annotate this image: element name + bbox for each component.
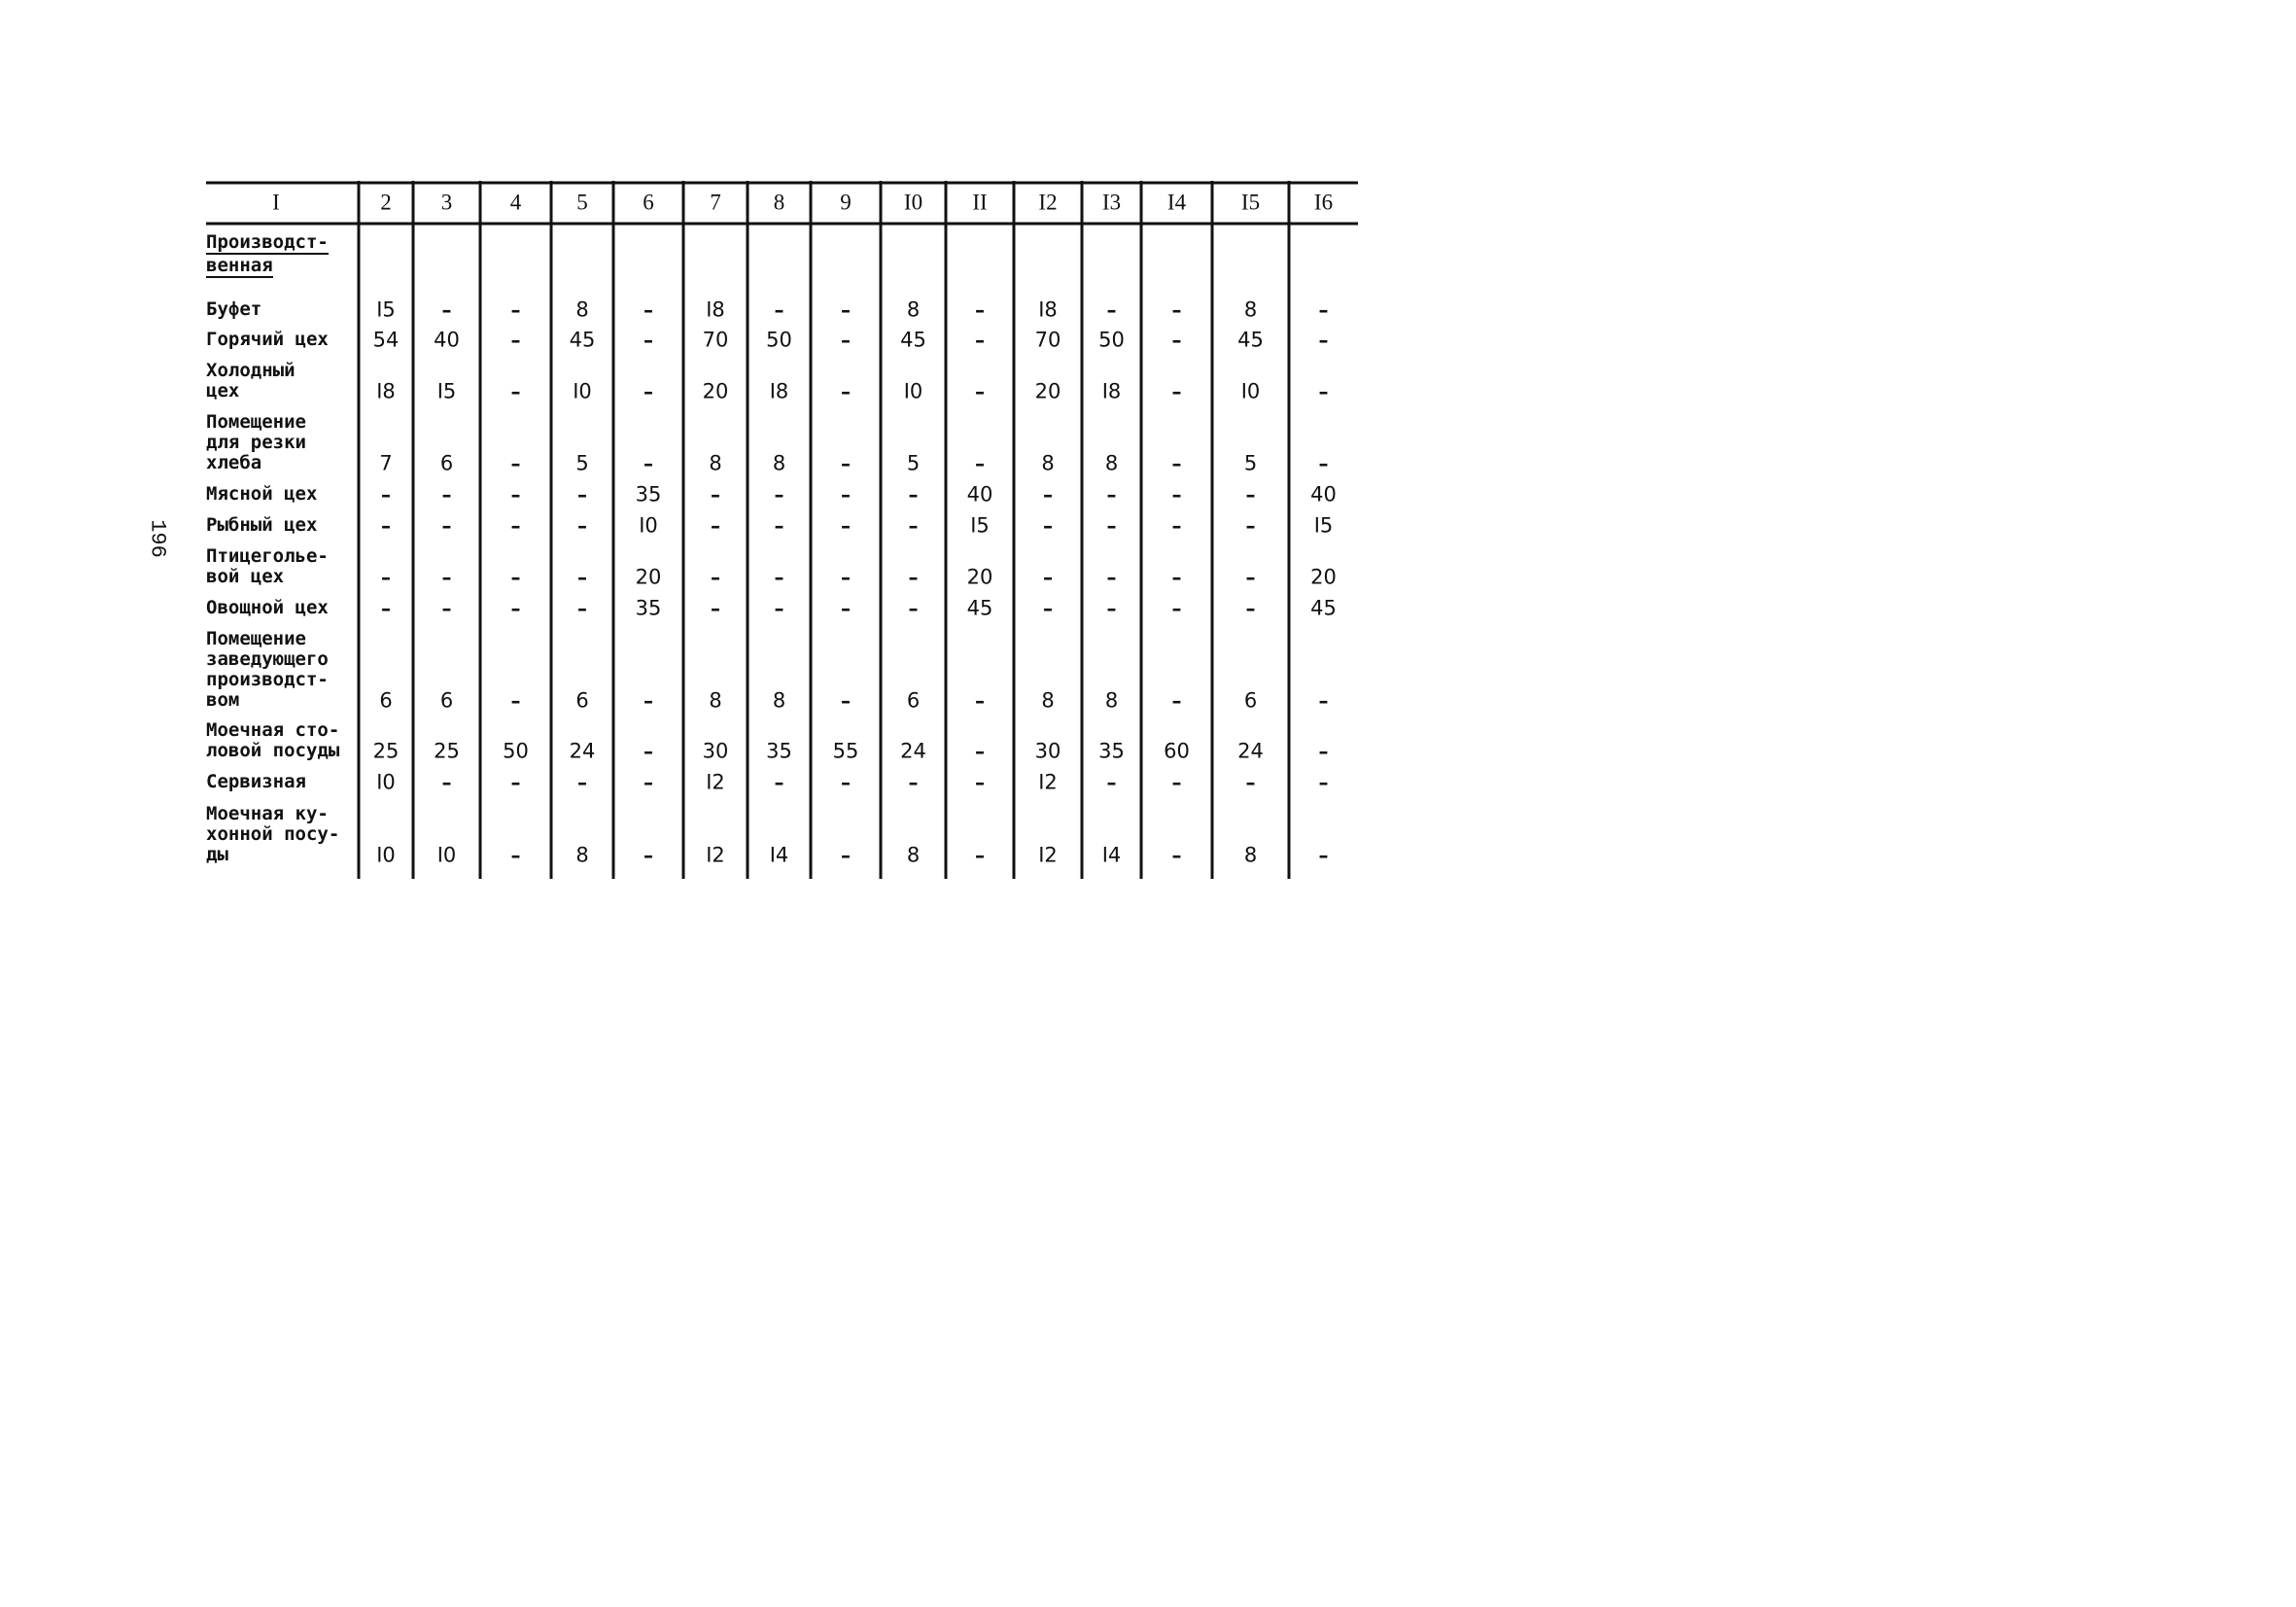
row-label: Горячий цех	[206, 329, 329, 350]
table-cell: –	[774, 566, 784, 589]
table-cell: –	[577, 771, 587, 794]
table-cell: 8	[709, 688, 722, 713]
table-cell: 50	[766, 328, 792, 352]
table-cell: –	[975, 329, 985, 352]
table-cell: –	[841, 689, 851, 713]
table-cell: –	[1318, 298, 1329, 322]
table-cell: –	[441, 597, 452, 620]
column-header: 7	[710, 190, 721, 215]
data-table	[206, 181, 1358, 879]
table-cell: I8	[706, 297, 725, 322]
table-cell: 6	[379, 688, 393, 713]
table-cell: –	[1318, 380, 1329, 403]
table-cell: –	[510, 298, 521, 322]
row-label: Помещение	[206, 628, 306, 649]
table-cell: –	[711, 483, 720, 507]
table-cell: –	[711, 566, 720, 589]
table-cell: –	[644, 844, 653, 867]
table-cell: I8	[376, 379, 396, 403]
table-cell: –	[1171, 298, 1182, 322]
column-header: I6	[1313, 190, 1334, 215]
table-cell: –	[577, 597, 587, 620]
table-cell: –	[1245, 514, 1256, 538]
table-cell: I2	[1038, 843, 1058, 867]
table-cell: –	[577, 483, 587, 507]
table-cell: 8	[772, 688, 786, 713]
page-number: 196	[145, 519, 170, 558]
column-header: 4	[509, 190, 522, 215]
table-cell: –	[577, 566, 587, 589]
table-cell: 45	[1237, 328, 1264, 352]
table-cell: 8	[1243, 843, 1258, 867]
table-cell: –	[577, 514, 587, 538]
table-cell: –	[1106, 514, 1117, 538]
table-cell: I0	[436, 843, 457, 867]
row-label: хонной посу-	[206, 823, 340, 845]
column-header: I2	[1038, 190, 1058, 215]
table-cell: 35	[1098, 739, 1125, 763]
row-label: Овощной цех	[206, 597, 329, 618]
table-cell: –	[711, 514, 720, 538]
table-cell: –	[1245, 771, 1256, 794]
column-header: 2	[380, 190, 392, 215]
table-cell: 5	[1243, 451, 1258, 475]
table-cell: –	[1318, 844, 1329, 867]
table-cell: –	[1171, 771, 1182, 794]
section-title: венная	[206, 255, 273, 276]
table-cell: 25	[434, 739, 460, 763]
row-label: для резки	[206, 432, 306, 453]
table-cell: 45	[900, 328, 926, 352]
table-cell: 8	[1104, 688, 1119, 713]
table-cell: –	[774, 514, 784, 538]
table-cell: –	[975, 689, 985, 713]
table-cell: 5	[575, 451, 589, 475]
table-cell: –	[1318, 740, 1329, 763]
table-cell: 25	[372, 739, 400, 763]
table-cell: I4	[1101, 843, 1122, 867]
table-cell: –	[1318, 689, 1329, 713]
table-cell: –	[510, 689, 521, 713]
table-cell: –	[841, 844, 851, 867]
table-cell: –	[644, 771, 653, 794]
table-cell: 5	[906, 451, 921, 475]
column-header: 9	[840, 190, 852, 215]
table-cell: 8	[1104, 451, 1119, 475]
table-cell: 30	[702, 739, 729, 763]
table-cell: 20	[635, 565, 662, 589]
table-cell: –	[1171, 380, 1182, 403]
table-cell: 20	[966, 565, 993, 589]
table-cell: –	[1171, 844, 1182, 867]
table-cell: 8	[575, 297, 589, 322]
table-cell: I2	[706, 843, 725, 867]
table-cell: 20	[1310, 565, 1337, 589]
table-cell: –	[774, 771, 784, 794]
table-cell: –	[1106, 771, 1117, 794]
table-cell: –	[841, 597, 851, 620]
row-label: Холодный	[206, 360, 296, 381]
table-cell: –	[381, 597, 391, 620]
row-label: Моечная сто-	[206, 719, 340, 741]
table-cell: I5	[436, 379, 457, 403]
row-label: ды	[206, 844, 228, 865]
table-cell: 40	[434, 328, 460, 352]
row-label: Мясной цех	[206, 483, 318, 505]
column-header: I4	[1166, 190, 1187, 215]
table-cell: –	[841, 514, 851, 538]
row-label: ловой посуды	[206, 740, 340, 761]
column-header: 8	[773, 190, 785, 215]
table-cell: –	[510, 452, 521, 475]
table-cell: 54	[372, 328, 400, 352]
table-cell: 20	[702, 379, 729, 403]
row-label: Буфет	[206, 298, 262, 320]
table-cell: 6	[439, 688, 454, 713]
table-cell: –	[510, 771, 521, 794]
table-cell: I2	[706, 770, 725, 794]
table-cell: –	[841, 566, 851, 589]
column-header: I5	[1240, 190, 1261, 215]
table-cell: –	[908, 566, 919, 589]
table-cell: –	[441, 566, 452, 589]
table-cell: –	[510, 844, 521, 867]
table-cell: 70	[1034, 328, 1061, 352]
table-cell: –	[441, 771, 452, 794]
table-cell: –	[441, 514, 452, 538]
table-cell: –	[381, 514, 391, 538]
table-cell: 40	[966, 482, 993, 507]
table-cell: 35	[635, 596, 662, 620]
table-cell: –	[975, 298, 985, 322]
table-cell: 24	[1237, 739, 1264, 763]
table-cell: I8	[1038, 297, 1058, 322]
table-cell: –	[711, 597, 720, 620]
table-cell: 6	[906, 688, 921, 713]
table-cell: –	[1106, 483, 1117, 507]
table-cell: I5	[376, 297, 396, 322]
table-cell: –	[644, 740, 653, 763]
table-cell: –	[1245, 597, 1256, 620]
table-cell: –	[1043, 514, 1053, 538]
table-cell: –	[1245, 566, 1256, 589]
table-cell: –	[510, 483, 521, 507]
table-cell: 20	[1034, 379, 1061, 403]
table-cell: –	[510, 566, 521, 589]
table-cell: –	[841, 329, 851, 352]
table-cell: I0	[573, 379, 592, 403]
section-title: Производст-	[206, 231, 329, 253]
table-cell: 8	[575, 843, 589, 867]
table-cell: 8	[1041, 451, 1055, 475]
table-cell: –	[644, 298, 653, 322]
column-header: I	[272, 190, 280, 215]
table-cell: –	[1171, 483, 1182, 507]
table-cell: 35	[766, 739, 792, 763]
row-label: заведующего	[206, 648, 329, 670]
table-cell: –	[908, 514, 919, 538]
table-cell: 45	[966, 596, 993, 620]
table-cell: 50	[503, 739, 529, 763]
table-cell: I0	[376, 843, 396, 867]
table-cell: –	[975, 844, 985, 867]
table-cell: –	[774, 298, 784, 322]
table-cell: –	[644, 689, 653, 713]
table-cell: –	[644, 452, 653, 475]
table-cell: –	[644, 380, 653, 403]
table-cell: 30	[1034, 739, 1061, 763]
table-cell: –	[510, 329, 521, 352]
table-cell: –	[1245, 483, 1256, 507]
table-cell: –	[1106, 597, 1117, 620]
table-cell: I8	[769, 379, 789, 403]
table-cell: I5	[1313, 513, 1334, 538]
table-cell: I0	[376, 770, 396, 794]
table-cell: –	[510, 597, 521, 620]
row-label: цех	[206, 380, 240, 402]
table-cell: 55	[832, 739, 859, 763]
table-cell: –	[841, 380, 851, 403]
row-label: хлеба	[206, 452, 262, 473]
table-cell: 45	[1310, 596, 1337, 620]
column-header: II	[972, 190, 988, 215]
table-cell: I0	[1240, 379, 1261, 403]
table-cell: 8	[1041, 688, 1055, 713]
table-cell: 8	[1243, 297, 1258, 322]
table-cell: –	[510, 514, 521, 538]
table-cell: –	[1318, 329, 1329, 352]
table-cell: 6	[439, 451, 454, 475]
table-cell: –	[908, 597, 919, 620]
table-cell: –	[975, 380, 985, 403]
table-cell: –	[908, 483, 919, 507]
table-cell: –	[1043, 483, 1053, 507]
table-cell: –	[510, 380, 521, 403]
table-cell: –	[1171, 566, 1182, 589]
row-label: Помещение	[206, 411, 306, 433]
table-cell: –	[841, 452, 851, 475]
table-cell: –	[1171, 689, 1182, 713]
table-cell: I5	[970, 513, 990, 538]
row-label: вом	[206, 689, 240, 711]
row-label: Птицеголье-	[206, 545, 329, 567]
table-cell: –	[1171, 452, 1182, 475]
table-cell: I4	[769, 843, 789, 867]
table-cell: –	[1171, 329, 1182, 352]
table-cell: –	[1171, 514, 1182, 538]
table-cell: –	[1171, 597, 1182, 620]
table-cell: 60	[1164, 739, 1190, 763]
table-cell: 8	[709, 451, 722, 475]
table-cell: –	[841, 771, 851, 794]
table-cell: –	[774, 597, 784, 620]
table-cell: 40	[1310, 482, 1337, 507]
table-cell: I0	[639, 513, 658, 538]
table-cell: –	[975, 771, 985, 794]
table-cell: –	[975, 452, 985, 475]
table-cell: –	[908, 771, 919, 794]
column-header: 6	[643, 190, 654, 215]
table-cell: –	[841, 298, 851, 322]
column-header: 5	[576, 190, 588, 215]
table-cell: 8	[906, 843, 921, 867]
table-cell: 7	[379, 451, 393, 475]
table-cell: 24	[569, 739, 596, 763]
column-header: I0	[903, 190, 923, 215]
row-label: Сервизная	[206, 771, 306, 792]
table-cell: –	[441, 483, 452, 507]
table-cell: –	[381, 566, 391, 589]
table-cell: –	[841, 483, 851, 507]
table-cell: –	[774, 483, 784, 507]
table-cell: –	[381, 483, 391, 507]
column-header: 3	[440, 190, 453, 215]
row-label: производст-	[206, 669, 329, 690]
column-header: I3	[1101, 190, 1122, 215]
row-label: Моечная ку-	[206, 803, 329, 824]
table-cell: –	[975, 740, 985, 763]
table-cell: –	[1318, 771, 1329, 794]
row-label: Рыбный цех	[206, 514, 318, 536]
table-cell: –	[1318, 452, 1329, 475]
table-cell: I2	[1038, 770, 1058, 794]
table-cell: –	[1043, 597, 1053, 620]
table-cell: 24	[900, 739, 926, 763]
table-cell: –	[441, 298, 452, 322]
table-cell: 6	[575, 688, 589, 713]
table-cell: 8	[772, 451, 786, 475]
table-cell: 45	[569, 328, 596, 352]
table-cell: 35	[635, 482, 662, 507]
table-cell: 50	[1098, 328, 1125, 352]
table-cell: I8	[1101, 379, 1122, 403]
table-cell: –	[1043, 566, 1053, 589]
table-cell: 6	[1243, 688, 1258, 713]
table-cell: –	[1106, 566, 1117, 589]
table-cell: –	[1106, 298, 1117, 322]
table-cell: 8	[906, 297, 921, 322]
table-cell: –	[644, 329, 653, 352]
table-cell: I0	[903, 379, 923, 403]
row-label: вой цех	[206, 566, 285, 587]
table-cell: 70	[702, 328, 729, 352]
